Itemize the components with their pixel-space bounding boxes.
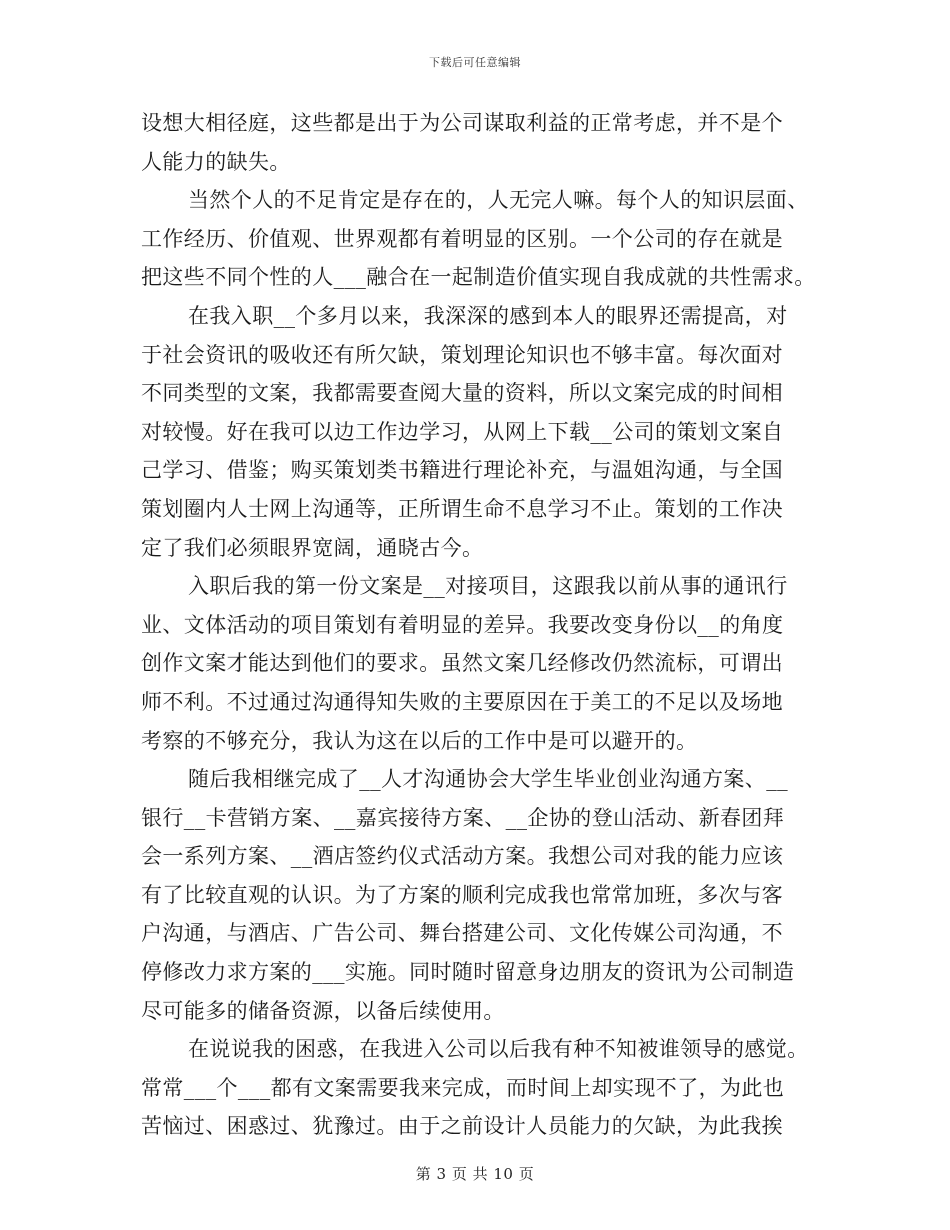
- text-line: 工作经历、价值观、世界观都有着明显的区别。一个公司的存在就是: [141, 226, 783, 251]
- paragraph-start-line: 随后我相继完成了__人才沟通协会大学生毕业创业沟通方案、__: [188, 767, 788, 792]
- text-line: 尽可能多的储备资源，以备后续使用。: [141, 998, 505, 1023]
- paragraph-start-line: 当然个人的不足肯定是存在的，人无完人嘛。每个人的知识层面、: [188, 188, 809, 213]
- text-line: 户沟通，与酒店、广告公司、舞台搭建公司、文化传媒公司沟通，不: [141, 921, 783, 946]
- text-line: 苦恼过、困惑过、犹豫过。由于之前设计人员能力的欠缺，为此我挨: [141, 1114, 783, 1139]
- text-line: 把这些不同个性的人___融合在一起制造价值实现自我成就的共性需求。: [141, 265, 816, 290]
- paragraph-start-line: 入职后我的第一份文案是__对接项目，这跟我以前从事的通讯行: [188, 574, 788, 599]
- text-line: 有了比较直观的认识。为了方案的顺利完成我也常常加班，多次与客: [141, 882, 783, 907]
- text-line: 停修改力求方案的___实施。同时随时留意身边朋友的资讯为公司制造: [141, 960, 795, 985]
- page-footer: 第 3 页 共 10 页: [415, 1165, 535, 1183]
- paragraph-start-line: 在说说我的困惑，在我进入公司以后我有种不知被谁领导的感觉。: [188, 1037, 809, 1062]
- text-line: 会一系列方案、__酒店签约仪式活动方案。我想公司对我的能力应该: [141, 844, 784, 869]
- text-line: 常常___个___都有文案需要我来完成，而时间上却实现不了，为此也: [141, 1075, 785, 1100]
- text-line: 人能力的缺失。: [141, 149, 291, 174]
- text-line: 考察的不够充分，我认为这在以后的工作中是可以避开的。: [141, 728, 698, 753]
- body-text: [141, 104, 816, 1146]
- text-line: 银行__卡营销方案、__嘉宾接待方案、__企协的登山活动、新春团拜: [141, 805, 785, 830]
- text-line: 定了我们必须眼界宽阔，通晓古今。: [141, 535, 484, 560]
- text-line: 不同类型的文案，我都需要查阅大量的资料，所以文案完成的时间相: [141, 381, 783, 406]
- text-line: 策划圈内人士网上沟通等，正所谓生命不息学习不止。策划的工作决: [141, 496, 783, 521]
- paragraph-start-line: 在我入职__个多月以来，我深深的感到本人的眼界还需提高，对: [188, 303, 788, 328]
- text-line: 己学习、借鉴；购买策划类书籍进行理论补充，与温姐沟通，与全国: [141, 458, 783, 483]
- text-line: 对较慢。好在我可以边工作边学习，从网上下载__公司的策划文案自: [141, 419, 784, 444]
- text-line: 设想大相径庭，这些都是出于为公司谋取利益的正常考虑，并不是个: [141, 111, 783, 135]
- text-line: 创作文案才能达到他们的要求。虽然文案几经修改仍然流标，可谓出: [141, 651, 783, 676]
- page-header: 下载后可任意编辑: [429, 56, 521, 69]
- text-line: 于社会资讯的吸收还有所欠缺，策划理论知识也不够丰富。每次面对: [141, 342, 783, 367]
- text-line: 业、文体活动的项目策划有着明显的差异。我要改变身份以__的角度: [141, 612, 784, 637]
- text-line: 师不利。不过通过沟通得知失败的主要原因在于美工的不足以及场地: [141, 689, 783, 714]
